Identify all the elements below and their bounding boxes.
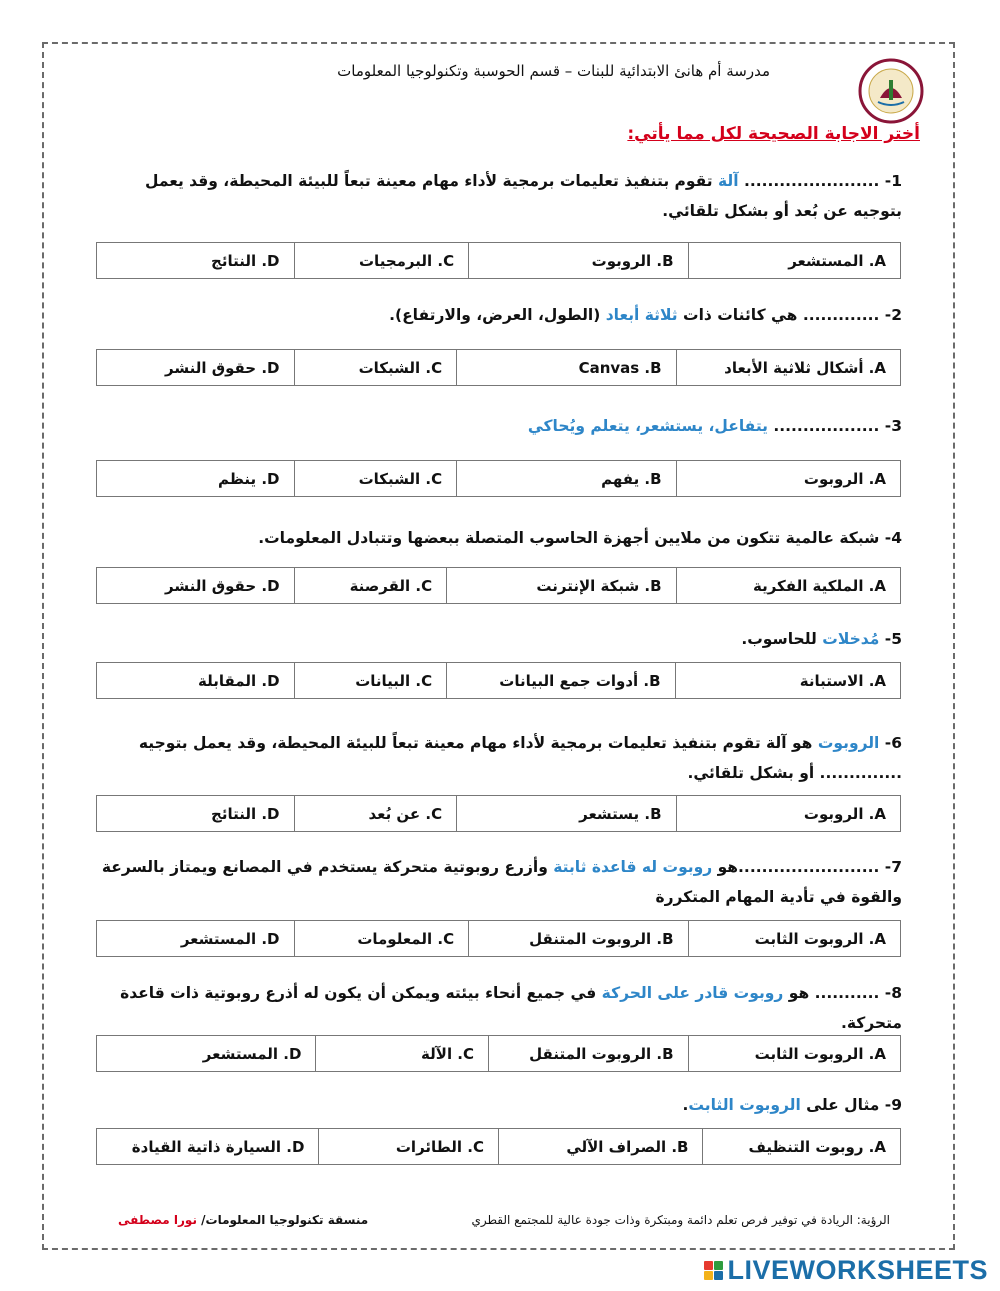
option-a[interactable]: A. الروبوت الثابت xyxy=(688,1036,900,1071)
options-row-5 xyxy=(96,662,901,699)
coordinator-credit: منسقة تكنولوجيا المعلومات/ نورا مصطفى xyxy=(118,1213,369,1227)
qatar-ministry-logo-icon xyxy=(858,58,924,124)
option-c[interactable]: C. الشبكات xyxy=(294,350,457,385)
option-b[interactable]: B. يفهم xyxy=(456,461,675,496)
option-a[interactable]: A. الملكية الفكرية xyxy=(676,568,900,603)
question-2: 2- ............. هي كائنات ذات ثلاثة أبعاد (الطول، العرض، والارتفاع). xyxy=(389,306,902,324)
option-d[interactable]: D. المستشعر xyxy=(202,1044,302,1063)
option-c[interactable]: C. عن بُعد xyxy=(294,796,457,831)
options-row-2 xyxy=(96,349,901,386)
option-d[interactable]: D. ينظم xyxy=(217,469,280,488)
option-b[interactable]: B. شبكة الإنترنت xyxy=(446,568,675,603)
option-c[interactable]: C. الطائرات xyxy=(318,1129,498,1164)
option-b[interactable]: B. الروبوت المتنقل xyxy=(468,921,687,956)
question-3: 3- .................. يتفاعل، يستشعر، يتعلم ويُحاكي xyxy=(527,417,902,435)
brand-text: LIVEWORKSHEETS xyxy=(727,1255,988,1285)
question-6: 6- الروبوت هو آلة تقوم بتنفيذ تعليمات برمجية لأداء مهام معينة تبعاً للبيئة المحيطة، وقد يعمل بتوجيه .............. أو بشكل تلقائي. xyxy=(138,734,902,782)
option-a[interactable]: A. الروبوت الثابت xyxy=(688,921,900,956)
option-d[interactable]: D. حقوق النشر xyxy=(165,576,280,595)
instruction-heading: أختر الاجابة الصحيحة لكل مما يأتي: xyxy=(627,124,920,144)
option-c[interactable]: C. القرصنة xyxy=(294,568,447,603)
school-title: مدرسة أم هانئ الابتدائية للبنات – قسم الحوسبة وتكنولوجيا المعلومات xyxy=(337,62,770,80)
option-b[interactable]: B. يستشعر xyxy=(456,796,675,831)
liveworksheets-logo[interactable] xyxy=(704,1255,988,1286)
option-d[interactable]: D. النتائج xyxy=(211,251,280,270)
option-c[interactable]: C. الآلة xyxy=(315,1036,488,1071)
option-c[interactable]: C. البيانات xyxy=(294,663,447,698)
option-c[interactable]: C. المعلومات xyxy=(294,921,469,956)
question-1: 1- ....................... آلة تقوم بتنفيذ تعليمات برمجية لأداء مهام معينة تبعاً للبيئة المحيطة، وقد يعمل بتوجيه عن بُعد أو بشكل تلقائي. xyxy=(144,172,902,220)
options-row-6 xyxy=(96,795,901,832)
option-b[interactable]: B. أدوات جمع البيانات xyxy=(446,663,674,698)
option-a[interactable]: A. روبوت التنظيف xyxy=(702,1129,900,1164)
option-d[interactable]: D. المستشعر xyxy=(180,929,280,948)
option-d[interactable]: D. حقوق النشر xyxy=(164,358,280,377)
options-row-8 xyxy=(96,1035,901,1072)
option-c[interactable]: C. الشبكات xyxy=(294,461,457,496)
option-d[interactable]: D. المقابلة xyxy=(198,671,280,690)
option-a[interactable]: A. أشكال ثلاثية الأبعاد xyxy=(676,350,900,385)
question-5: 5- مُدخلات للحاسوب. xyxy=(741,630,902,648)
options-row-7 xyxy=(96,920,901,957)
option-b[interactable]: B. الروبوت xyxy=(468,243,687,278)
question-7: 7- ........................هو روبوت له قاعدة ثابتة وأزرع روبوتية متحركة يستخدم في المصانع ويمتاز بالسرعة والقوة في تأدية المهام المتكررة xyxy=(101,858,902,906)
options-row-9 xyxy=(96,1128,901,1165)
options-row-4 xyxy=(96,567,901,604)
option-c[interactable]: C. البرمجيات xyxy=(294,243,469,278)
vision-statement: الرؤية: الريادة في توفير فرص تعلم دائمة ومبتكرة وذات جودة عالية للمجتمع القطري xyxy=(471,1213,890,1227)
options-row-3 xyxy=(96,460,901,497)
question-4: 4- شبكة عالمية تتكون من ملايين أجهزة الحاسوب المتصلة ببعضها وتتبادل المعلومات. xyxy=(258,529,902,547)
liveworksheets-icon xyxy=(704,1261,723,1280)
option-a[interactable]: A. المستشعر xyxy=(688,243,900,278)
options-row-1 xyxy=(96,242,901,279)
option-b[interactable]: B. الصراف الآلي xyxy=(498,1129,702,1164)
option-b[interactable]: B. الروبوت المتنقل xyxy=(488,1036,688,1071)
question-8: 8- ........... هو روبوت قادر على الحركة في جميع أنحاء بيئته ويمكن أن يكون له أذرع روبوتية ذات قاعدة متحركة. xyxy=(120,984,902,1032)
option-a[interactable]: A. الروبوت xyxy=(676,796,900,831)
question-9: 9- مثال على الروبوت الثابت. xyxy=(682,1096,902,1114)
option-a[interactable]: A. الروبوت xyxy=(676,461,900,496)
option-b[interactable]: Canvas .B xyxy=(456,350,675,385)
option-a[interactable]: A. الاستبانة xyxy=(675,663,900,698)
option-d[interactable]: D. النتائج xyxy=(211,804,280,823)
option-d[interactable]: D. السيارة ذاتية القيادة xyxy=(131,1137,305,1156)
